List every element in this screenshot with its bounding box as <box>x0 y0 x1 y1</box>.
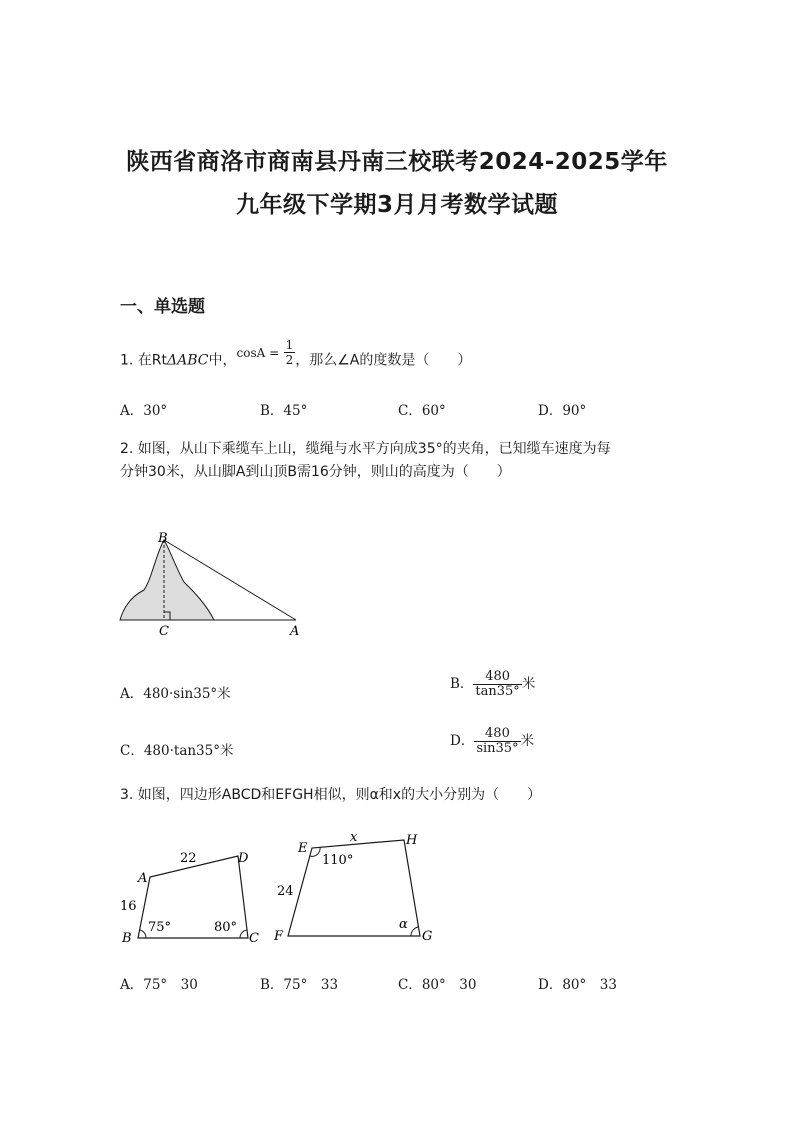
q1-cos-num: 1 <box>285 338 294 352</box>
label-c: C <box>159 624 169 639</box>
label-b: B <box>122 931 132 946</box>
q2-option-d-fraction <box>474 727 520 756</box>
mountain-figure <box>110 528 310 640</box>
q2-option-b-prefix: B． <box>450 676 474 692</box>
q1-mid: 中， <box>208 352 237 369</box>
q3-option-d[interactable]: D．80° 33 <box>538 977 617 993</box>
q3-option-b[interactable]: B．75° 33 <box>260 977 339 993</box>
q2-option-d-prefix: D． <box>450 733 475 749</box>
q2-option-a[interactable]: A．480·sin35°米 <box>120 686 231 702</box>
q2-option-c[interactable]: C．480·tan35°米 <box>120 743 234 759</box>
q1-prefix: 1. 在Rt <box>120 352 168 369</box>
q1-option-b[interactable]: B．45° <box>260 403 308 419</box>
q2-option-d-unit: 米 <box>520 733 535 749</box>
q1-triangle: ΔABC <box>167 352 209 369</box>
q2-option-b-unit: 米 <box>521 676 536 692</box>
question-2-line2: 分钟30米，从山脚A到山顶B需16分钟，则山的高度为（ ） <box>120 464 511 480</box>
side-ab-length: 16 <box>120 899 137 914</box>
doc-title-line2: 九年级下学期3月月考数学试题 <box>235 192 558 218</box>
question-3-stem: 3. 如图，四边形ABCD和EFGH相似，则α和x的大小分别为（ ） <box>120 787 542 803</box>
section-title: 一、单选题 <box>120 297 205 317</box>
q2-option-b-num: 480 <box>473 670 521 685</box>
angle-b-arc <box>140 930 146 938</box>
q1-option-a[interactable]: A．30° <box>120 403 168 419</box>
q3-option-a[interactable]: A．75° 30 <box>120 977 198 993</box>
q2-option-b-fraction <box>473 670 521 699</box>
mountain-shape <box>120 540 214 620</box>
label-g: G <box>422 929 433 944</box>
q1-cos-label: cosA = <box>236 345 280 360</box>
q1-cos-den: 2 <box>285 353 294 367</box>
q2-option-d-den: sin35° <box>476 741 519 756</box>
q1-suffix: ，那么∠A的度数是（ ） <box>295 352 472 369</box>
q1-option-d[interactable]: D．90° <box>538 403 587 419</box>
side-eh-length: x <box>350 830 358 845</box>
angle-g-arc <box>411 927 418 936</box>
angle-c-arc <box>240 930 247 938</box>
q2-option-b[interactable] <box>450 670 535 699</box>
label-b: B <box>158 531 168 546</box>
angle-g-value: α <box>399 917 408 932</box>
label-h: H <box>406 833 418 848</box>
label-a: A <box>290 624 300 639</box>
label-c: C <box>249 931 259 946</box>
q2-option-d[interactable] <box>450 727 534 756</box>
label-d: D <box>238 851 249 866</box>
question-1-stem <box>120 338 472 375</box>
q2-option-b-den: tan35° <box>475 684 520 699</box>
q1-cos-fraction <box>284 338 296 367</box>
q3-option-c[interactable]: C．80° 30 <box>398 977 477 993</box>
label-e: E <box>298 841 308 856</box>
q2-option-d-num: 480 <box>474 727 520 742</box>
side-ef-length: 24 <box>277 884 294 899</box>
label-a: A <box>138 871 148 886</box>
doc-title-line1: 陕西省商洛市商南县丹南三校联考2024-2025学年 <box>126 149 668 175</box>
quadrilaterals-figure <box>110 822 450 952</box>
question-2-line1: 2. 如图，从山下乘缆车上山，缆绳与水平方向成35°的夹角，已知缆车速度为每 <box>120 441 611 457</box>
angle-c-value: 80° <box>214 920 238 935</box>
angle-e-value: 110° <box>322 853 354 868</box>
label-f: F <box>274 929 284 944</box>
q1-option-c[interactable]: C．60° <box>398 403 446 419</box>
angle-b-value: 75° <box>148 920 172 935</box>
side-ad-length: 22 <box>180 851 197 866</box>
